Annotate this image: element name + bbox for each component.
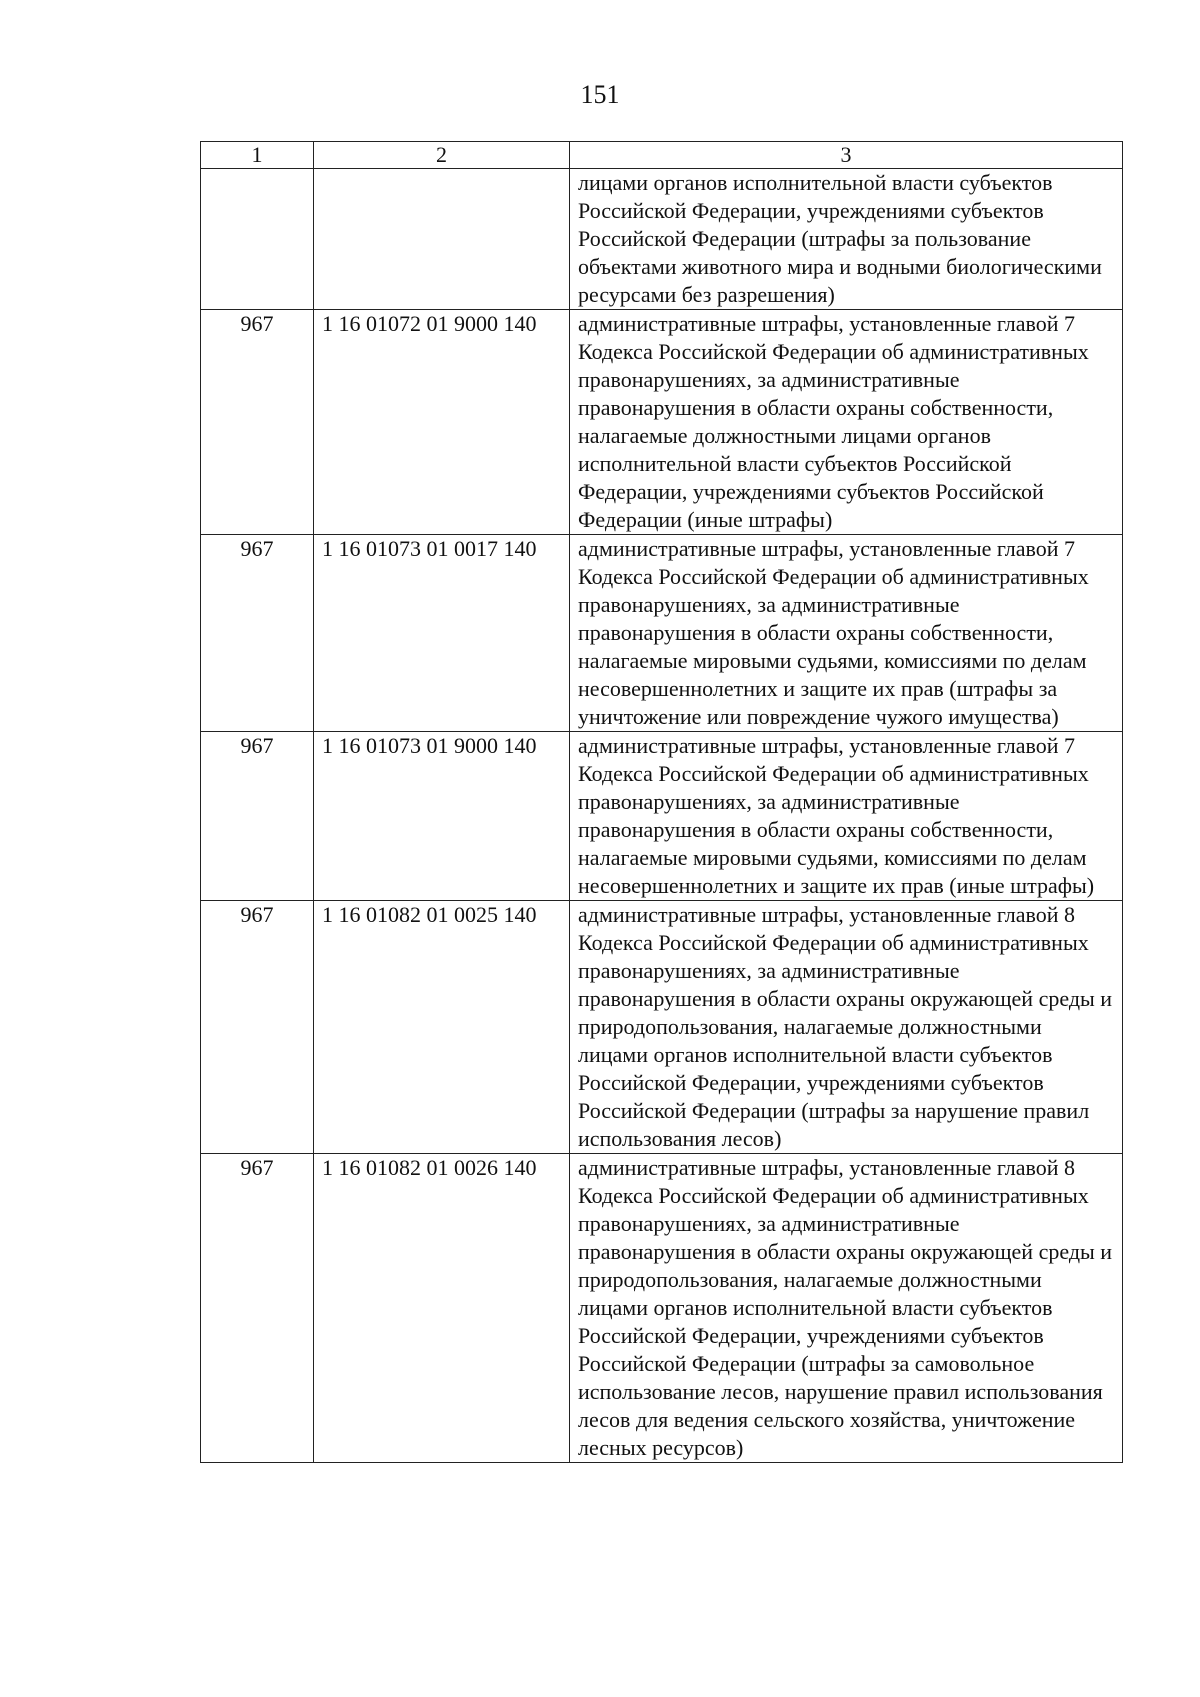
description-cell: административные штрафы, установленные главой 7 Кодекса Российской Федерации об административных правонарушениях, за административные правонарушения в области охраны собственности, налагаемые мировыми судьями, комиссиями по делам несовершеннолетних и защите их прав (иные штрафы)	[570, 732, 1123, 901]
column-header-3: 3	[570, 142, 1123, 169]
admin-code-cell: 967	[201, 310, 314, 535]
table-row	[201, 310, 1123, 535]
table-row	[201, 901, 1123, 1154]
table-row	[201, 732, 1123, 901]
description-cell: административные штрафы, установленные главой 7 Кодекса Российской Федерации об административных правонарушениях, за административные правонарушения в области охраны собственности, налагаемые мировыми судьями, комиссиями по делам несовершеннолетних и защите их прав (штрафы за уничтожение или повреждение чужого имущества)	[570, 535, 1123, 732]
fines-table	[200, 141, 1123, 1463]
kbk-code-cell: 1 16 01072 01 9000 140	[314, 310, 570, 535]
description-cell: административные штрафы, установленные главой 8 Кодекса Российской Федерации об административных правонарушениях, за административные правонарушения в области охраны окружающей среды и природопользования, налагаемые должностными лицами органов исполнительной власти субъектов Российской Федерации, учреждениями субъектов Российской Федерации (штрафы за самовольное использование лесов, нарушение правил использования лесов для ведения сельского хозяйства, уничтожение лесных ресурсов)	[570, 1154, 1123, 1463]
column-header-2: 2	[314, 142, 570, 169]
kbk-code-cell: 1 16 01082 01 0025 140	[314, 901, 570, 1154]
kbk-code-cell: 1 16 01073 01 9000 140	[314, 732, 570, 901]
admin-code-cell	[201, 169, 314, 310]
description-cell: административные штрафы, установленные главой 8 Кодекса Российской Федерации об административных правонарушениях, за административные правонарушения в области охраны окружающей среды и природопользования, налагаемые должностными лицами органов исполнительной власти субъектов Российской Федерации, учреждениями субъектов Российской Федерации (штрафы за нарушение правил использования лесов)	[570, 901, 1123, 1154]
admin-code-cell: 967	[201, 1154, 314, 1463]
table-row	[201, 1154, 1123, 1463]
admin-code-cell: 967	[201, 901, 314, 1154]
kbk-code-cell: 1 16 01082 01 0026 140	[314, 1154, 570, 1463]
admin-code-cell: 967	[201, 535, 314, 732]
kbk-code-cell: 1 16 01073 01 0017 140	[314, 535, 570, 732]
description-cell: лицами органов исполнительной власти субъектов Российской Федерации, учреждениями субъектов Российской Федерации (штрафы за пользование объектами животного мира и водными биологическими ресурсами без разрешения)	[570, 169, 1123, 310]
table-header-row	[201, 142, 1123, 169]
description-cell: административные штрафы, установленные главой 7 Кодекса Российской Федерации об административных правонарушениях, за административные правонарушения в области охраны собственности, налагаемые должностными лицами органов исполнительной власти субъектов Российской Федерации, учреждениями субъектов Российской Федерации (иные штрафы)	[570, 310, 1123, 535]
column-header-1: 1	[201, 142, 314, 169]
table-row	[201, 535, 1123, 732]
table-row	[201, 169, 1123, 310]
kbk-code-cell	[314, 169, 570, 310]
admin-code-cell: 967	[201, 732, 314, 901]
page-number: 151	[580, 80, 620, 109]
